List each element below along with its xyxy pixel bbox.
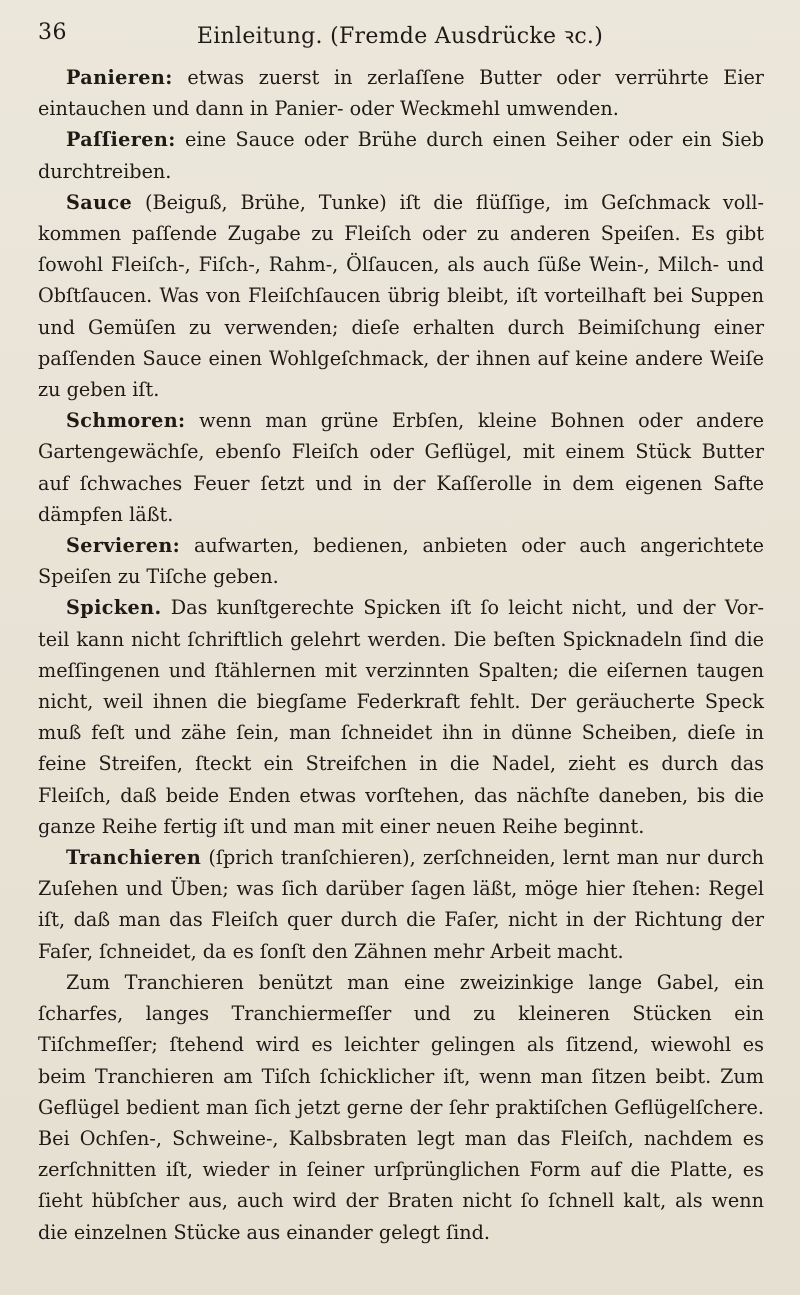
entry-term: Sauce <box>66 190 133 214</box>
entry-term: Tranchieren <box>66 846 202 870</box>
entry-text: aufwarten, bedienen, anbieten oder auch angerichtete Speiſen zu Tiſche geben. <box>38 534 764 589</box>
paragraph-tranchieren-continued <box>38 967 764 1248</box>
entry-text: Das kunſtgerechte Spicken iſt ſo leicht nicht, und der Vor- teil kann nicht ſchriftlich gelehrt werden. Die beſten Spicknadeln ſind die meſſingenen und ſtählernen mit verzinnten Spalten; die eiſernen taugen nicht, weil ihnen die biegſame Federkraft fehlt. Der geräucherte Speck muß feſt und zähe ſein, man ſchneidet ihn in dünne Scheiben, dieſe in feine Streifen, ſteckt ein Streifchen in die Nadel, zieht es durch das Fleiſch, daß beide Enden etwas vorſtehen, das nächſte daneben, bis die ganze Reihe fertig iſt und man mit einer neuen Reihe beginnt. <box>38 596 765 838</box>
page-number: 36 <box>38 20 67 45</box>
entry-spicken <box>38 592 764 842</box>
entry-term: Spicken. <box>66 596 162 620</box>
entry-passieren <box>38 124 764 186</box>
entry-schmoren <box>38 405 764 530</box>
entry-text: eine Sauce oder Brühe durch einen Seiher oder ein Sieb durchtreiben. <box>38 128 764 183</box>
running-head: Einleitung. (Fremde Ausdrücke ꝛc.) <box>196 24 604 49</box>
entry-tranchieren <box>38 842 764 967</box>
entry-sauce <box>38 187 764 405</box>
entry-servieren <box>38 530 764 592</box>
body-text <box>38 62 764 1248</box>
entry-term: Paſſieren: <box>66 128 176 152</box>
page-header <box>28 14 772 58</box>
entry-term: Servieren: <box>66 534 181 558</box>
entry-text: etwas zuerst in zerlaſſene Butter oder verrührte Eier eintauchen und dann in Panier- oder Weckmehl umwenden. <box>38 66 764 121</box>
entry-panieren <box>38 62 764 124</box>
entry-term: Panieren: <box>66 66 173 89</box>
entry-text: (Beiguß, Brühe, Tunke) iſt die flüſſige, im Geſchmack voll- kommen paſſende Zugabe zu Fleiſch oder zu anderen Speiſen. Es gibt ſowohl Fleiſch-, Fiſch-, Rahm-, Ölſaucen, als auch ſüße Wein-, Milch- und Obſtſaucen. Was von Fleiſchſaucen übrig bleibt, iſt vorteilhaft bei Suppen und Gemüſen zu verwenden; dieſe erhalten durch Beimiſchung einer paſſenden Sauce einen Wohlgeſchmack, der ihnen auf keine andere Weiſe zu geben iſt. <box>38 190 764 402</box>
entry-text: (ſprich tranſchieren), zerſchneiden, lernt man nur durch Zuſehen und Üben; was ſich darüber ſagen läßt, möge hier ſtehen: Regel iſt, daß man das Fleiſch quer durch die Faſer, nicht in der Richtung der Faſer, ſchneidet, da es ſonſt den Zähnen mehr Arbeit macht. <box>38 846 764 963</box>
paragraph-text: Zum Tranchieren benützt man eine zweizinkige lange Gabel, ein ſcharfes, langes Tranchiermeſſer und zu kleineren Stücken ein Tiſchmeſſer; ſtehend wird es leichter gelingen als ſitzend, wiewohl es beim Tranchieren am Tiſch ſchicklicher iſt, wenn man ſitzen beibt. Zum Geflügel bedient man ſich jetzt gerne der ſehr praktiſchen Geflügelſchere. Bei Ochſen-, Schweine-, Kalbsbraten legt man das Fleiſch, nachdem es zerſchnitten iſt, wieder in ſeiner urſprünglichen Form auf die Platte, es ſieht hübſcher aus, auch wird der Braten nicht ſo ſchnell kalt, als wenn die einzelnen Stücke aus einander gelegt ſind. <box>38 970 764 1244</box>
entry-term: Schmoren: <box>66 409 186 433</box>
entry-text: wenn man grüne Erbſen, kleine Bohnen oder andere Gartengewächſe, ebenſo Fleiſch oder Geflügel, mit einem Stück Butter auf ſchwaches Feuer ſetzt und in der Kaſſerolle in dem eigenen Safte dämpfen läßt. <box>38 409 764 526</box>
